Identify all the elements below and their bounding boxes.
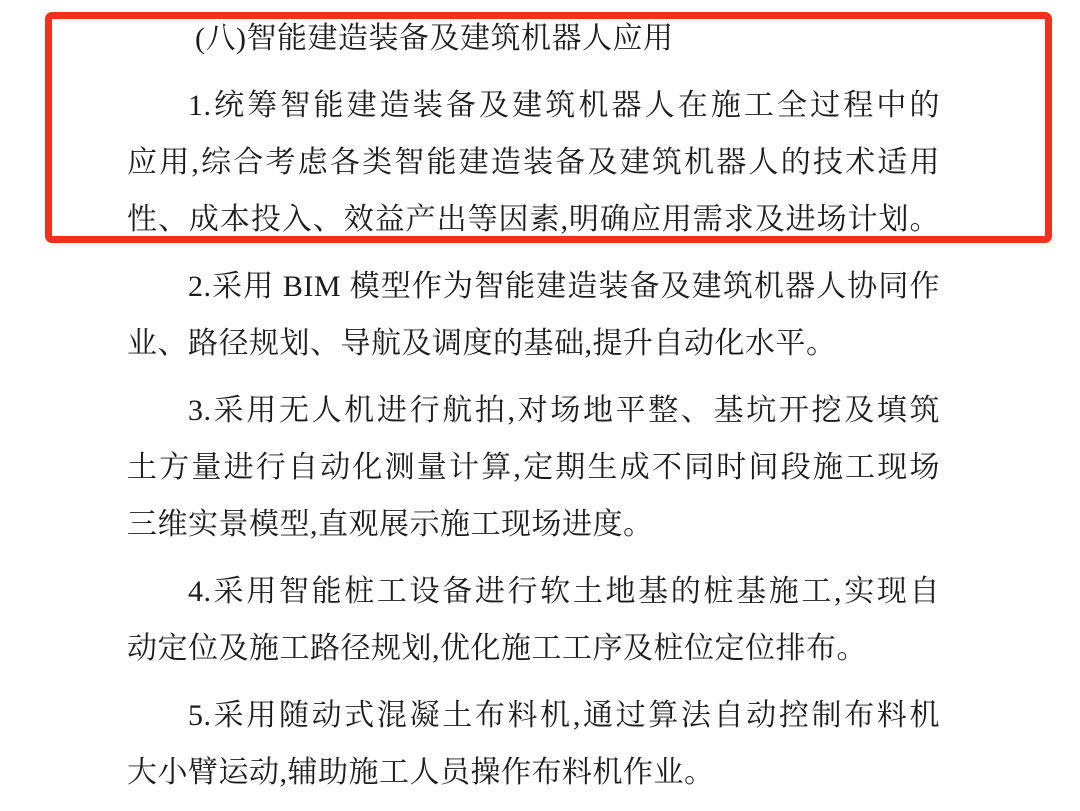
text-line: 动定位及施工路径规划,优化施工工序及桩位定位排布。 <box>127 632 867 665</box>
paragraph-1 <box>127 77 940 248</box>
paragraph-5 <box>127 687 940 801</box>
text-line: 1.统筹智能建造装备及建筑机器人在施工全过程中的 <box>188 89 940 122</box>
text-line: 土方量进行自动化测量计算,定期生成不同时间段施工现场 <box>127 451 940 484</box>
text-line: 三维实景模型,直观展示施工现场进度。 <box>127 508 654 541</box>
text-line: 4.采用智能桩工设备进行软土地基的桩基施工,实现自 <box>188 575 940 608</box>
paragraph-4 <box>127 563 940 677</box>
text-line: 性、成本投入、效益产出等因素,明确应用需求及进场计划。 <box>127 203 940 236</box>
document-content <box>127 0 940 811</box>
paragraph-3 <box>127 382 940 553</box>
text-line: 大小臂运动,辅助施工人员操作布料机作业。 <box>127 756 715 789</box>
text-line: 5.采用随动式混凝土布料机,通过算法自动控制布料机 <box>188 699 940 732</box>
section-heading: (八)智能建造装备及建筑机器人应用 <box>195 22 674 55</box>
text-line: 应用,综合考虑各类智能建造装备及建筑机器人的技术适用 <box>127 146 940 179</box>
paragraph-2 <box>127 258 940 372</box>
text-line: 3.采用无人机进行航拍,对场地平整、基坑开挖及填筑 <box>188 394 940 427</box>
text-line: 2.采用 BIM 模型作为智能建造装备及建筑机器人协同作 <box>188 270 940 303</box>
text-line: 业、路径规划、导航及调度的基础,提升自动化水平。 <box>127 327 837 360</box>
